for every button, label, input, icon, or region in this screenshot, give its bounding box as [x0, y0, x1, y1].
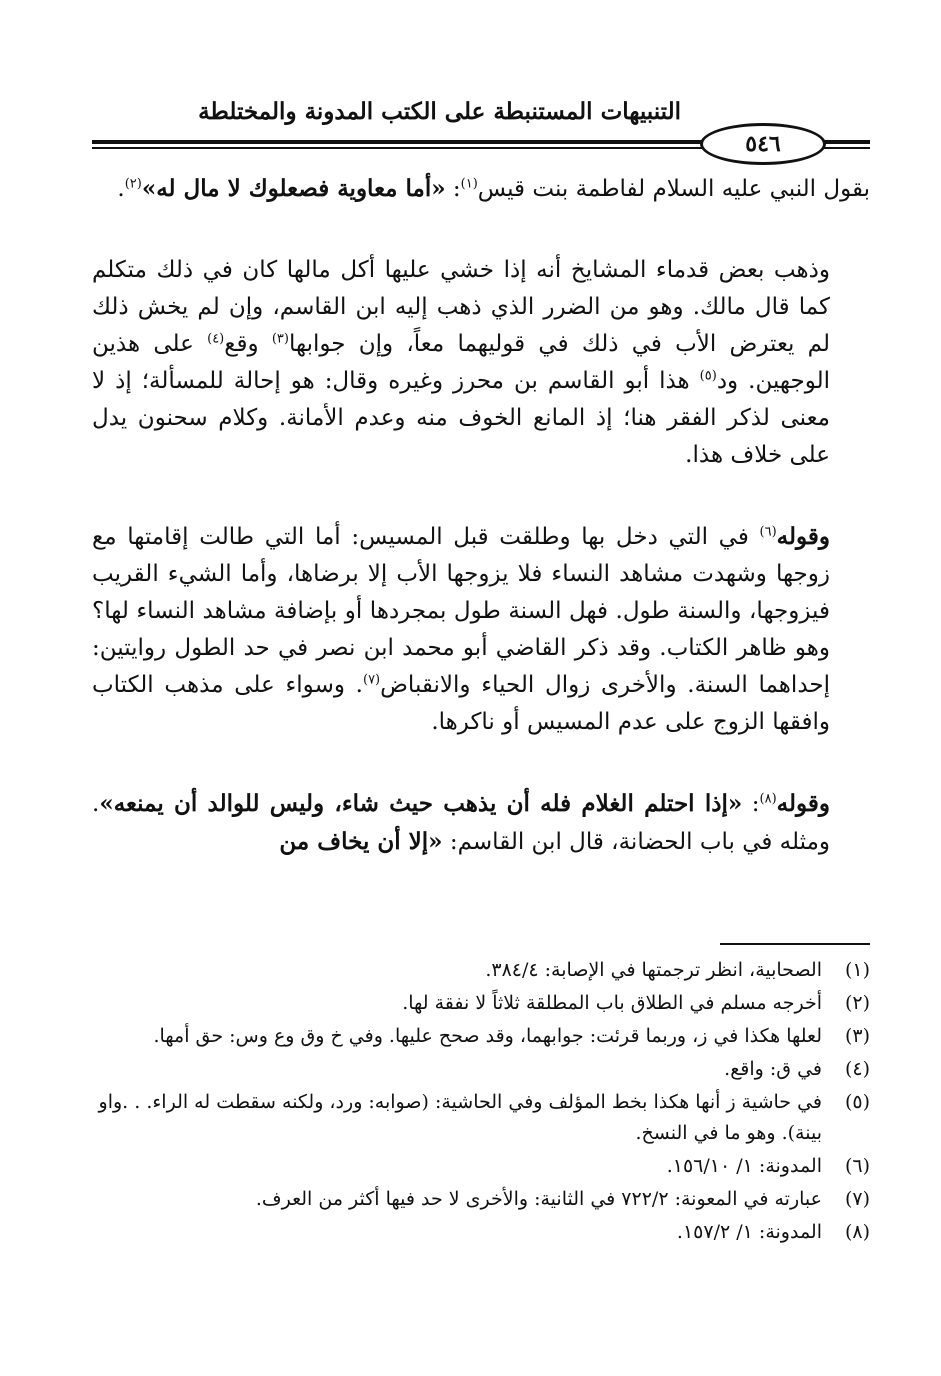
- footnote-ref: (٢): [124, 176, 142, 192]
- text-run: في التي دخل بها وطلقت قبل المسيس: أما التي طالت إقامتها مع زوجها وشهدت مشاهد النساء فلا يزوجها الأب إلا برضاها، وأما الشيء القريب فيزوجها، والسنة طول. فهل السنة طول بمجردها أو بإضافة مشاهد النساء لها؟ وهو ظاهر الكتاب. وقد ذكر القاضي أبو محمد ابن نصر في حد الطول روايتين: إحداهما السنة. والأخرى زوال الحياء والانقباض: [92, 524, 830, 698]
- footnote-text: أخرجه مسلم في الطلاق باب المطلقة ثلاثاً لا نفقة لها.: [402, 992, 822, 1014]
- footnote-text: في حاشية ز أنها هكذا بخط المؤلف وفي الحاشية: (صوابه: ورد، ولكنه سقطت له الراء. . .واو بينة). وهو ما في النسخ.: [98, 1091, 822, 1144]
- footnote-ref: (٣): [271, 331, 289, 347]
- footnotes: [92, 955, 870, 1250]
- footnote-number: (٣): [844, 1025, 870, 1047]
- text-run: على هذين الوجهين. ود: [92, 331, 830, 394]
- footnote: [92, 1054, 870, 1085]
- text-run: :: [742, 791, 760, 817]
- quote-start: «إلا أن يخاف من: [279, 828, 443, 855]
- text-run: هذا أبو القاسم بن محرز وغيره وقال: هو إحالة للمسألة؛ إذ لا معنى لذكر الفقر هنا؛ إذ المانع الخوف منه وعدم الأمانة. وكلام سحنون يدل على خلاف هذا.: [92, 368, 830, 468]
- text-run: وذهب بعض قدماء المشايخ أنه إذا خشي عليها أكل مالها كان في ذلك متكلم كما قال مالك. وهو من الضرر الذي ذهب إليه ابن القاسم، وإن لم يخش ذلك لم يعترض الأب في ذلك في قوليهما معاً، وإن جوابها: [92, 257, 831, 357]
- footnote: [92, 1021, 870, 1052]
- paragraph-1: [92, 170, 870, 208]
- footnote: [92, 1217, 870, 1248]
- footnote-text: في ق: واقع.: [724, 1058, 822, 1080]
- footnote-ref: (٧): [362, 672, 381, 688]
- lead-word: وقوله: [776, 523, 830, 550]
- text-run: .: [117, 176, 125, 202]
- footnote: [92, 1184, 870, 1215]
- text-run: :: [445, 176, 461, 202]
- footnote: [92, 988, 870, 1019]
- footnote-number: (٨): [844, 1221, 870, 1243]
- footnote-text: عبارته في المعونة: ٧٢٢/٢ في الثانية: والأخرى لا حد فيها أكثر من العرف.: [255, 1188, 822, 1210]
- text-run: وقع: [224, 331, 272, 357]
- text-run: بقول النبي عليه السلام لفاطمة بنت قيس: [477, 176, 870, 202]
- paragraph-2: [92, 252, 870, 474]
- footnote-text: المدونة: ١/ ١٥٦/١٠.: [666, 1155, 822, 1177]
- footnote-number: (٥): [844, 1091, 870, 1113]
- footnote-number: (٤): [844, 1058, 870, 1080]
- footnote-text: الصحابية، انظر ترجمتها في الإصابة: ٣٨٤/٤.: [485, 959, 822, 981]
- running-title: التنبيهات المستنبطة على الكتب المدونة والمختلطة: [198, 98, 681, 125]
- footnote-ref: (٦): [759, 524, 777, 540]
- footnote-text: لعلها هكذا في ز، وربما قرئت: جوابهما، وقد صحح عليها. وفي خ وق وع وس: حق أمها.: [153, 1025, 822, 1047]
- footnote-number: (١): [844, 959, 870, 981]
- lead-word: وقوله: [776, 790, 830, 817]
- hadith-quote: «أما معاوية فصعلوك لا مال له»: [141, 175, 446, 202]
- footnote-text: المدونة: ١/ ١٥٧/٢.: [676, 1221, 822, 1243]
- footnote-number: (٦): [844, 1155, 870, 1177]
- footnote-ref: (١): [460, 176, 478, 192]
- footnote-ref: (٨): [759, 791, 777, 807]
- footnote: [92, 955, 870, 986]
- hadith-quote: «إذا احتلم الغلام فله أن يذهب حيث شاء، وليس للوالد أن يمنعه»: [99, 790, 743, 817]
- text-run: . وسواء على مذهب الكتاب وافقها الزوج على عدم المسيس أو ناكرها.: [92, 672, 830, 735]
- footnote-number: (٢): [844, 992, 870, 1014]
- footnote-ref: (٤): [207, 331, 225, 347]
- footnote: [92, 1087, 870, 1149]
- paragraph-3: [92, 518, 870, 741]
- paragraph-4: [92, 785, 870, 861]
- text-run: . ومثله في باب الحضانة، قال ابن القاسم:: [92, 791, 830, 855]
- main-text: [92, 170, 870, 861]
- footnote: [92, 1151, 870, 1182]
- footnote-number: (٧): [844, 1188, 870, 1210]
- footnote-ref: (٥): [699, 368, 717, 384]
- page-number: ٥٤٦: [700, 123, 826, 165]
- footnote-separator: [720, 943, 870, 945]
